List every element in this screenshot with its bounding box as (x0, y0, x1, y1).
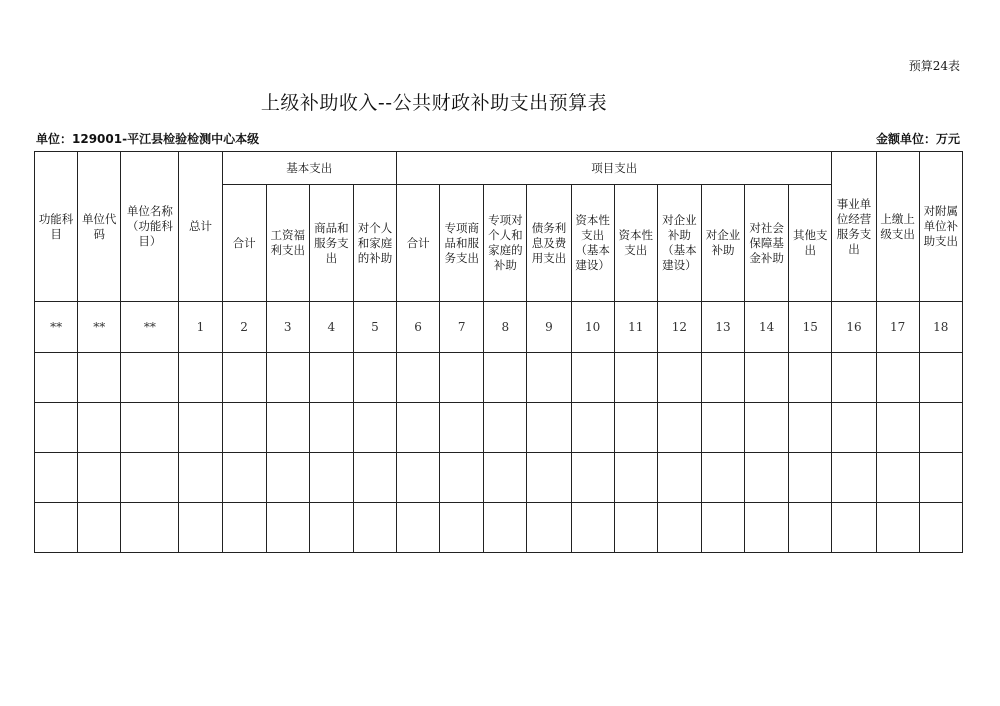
table-cell (309, 503, 353, 553)
header-total: 总计 (179, 152, 222, 302)
number-cell: ** (35, 302, 78, 353)
table-cell (745, 503, 789, 553)
table-cell (35, 453, 78, 503)
table-cell (789, 353, 832, 403)
header-project-group: 项目支出 (397, 152, 832, 185)
header-project-capital-construction: 资本性支出（基本建设） (571, 185, 614, 302)
header-unit-code: 单位代码 (78, 152, 121, 302)
number-cell: 11 (614, 302, 657, 353)
table-cell (789, 503, 832, 553)
table-cell (571, 453, 614, 503)
table-cell (701, 403, 744, 453)
table-cell (527, 503, 571, 553)
table-cell (571, 503, 614, 553)
table-cell (179, 353, 222, 403)
number-cell: 16 (832, 302, 876, 353)
table-cell (121, 503, 179, 553)
header-basic-total: 合计 (222, 185, 266, 302)
unit-label: 单位：129001-平江县检验检测中心本级 (36, 132, 260, 146)
money-unit-label: 金额单位：万元 (875, 132, 960, 146)
number-cell: 5 (353, 302, 396, 353)
header-basic-individual-subsidy: 对个人和家庭的补助 (353, 185, 396, 302)
table-cell (397, 403, 440, 453)
table-cell (440, 353, 484, 403)
table-cell (527, 353, 571, 403)
table-cell (222, 353, 266, 403)
number-cell: 3 (266, 302, 309, 353)
table-cell (571, 403, 614, 453)
table-cell (789, 403, 832, 453)
header-basic-wages: 工资福利支出 (266, 185, 309, 302)
table-cell (876, 403, 919, 453)
table-cell (179, 503, 222, 553)
table-cell (745, 353, 789, 403)
form-number: 预算24表 (908, 59, 960, 73)
number-cell: 6 (397, 302, 440, 353)
table-cell (309, 403, 353, 453)
header-project-enterprise-construction: 对企业补助（基本建设） (657, 185, 701, 302)
table-body (35, 353, 963, 553)
table-cell (222, 503, 266, 553)
number-cell: 18 (919, 302, 962, 353)
table-cell (657, 353, 701, 403)
table-cell (121, 453, 179, 503)
header-project-enterprise-subsidy: 对企业补助 (701, 185, 744, 302)
budget-table (34, 151, 963, 553)
header-subsidiary-subsidy: 对附属单位补助支出 (919, 152, 962, 302)
table-row (35, 403, 963, 453)
table-cell (614, 403, 657, 453)
table-cell (35, 403, 78, 453)
table-cell (527, 453, 571, 503)
table-cell (35, 503, 78, 553)
number-cell: 14 (745, 302, 789, 353)
table-cell (484, 503, 527, 553)
table-cell (484, 453, 527, 503)
header-func-subject: 功能科目 (35, 152, 78, 302)
table-cell (745, 403, 789, 453)
table-cell (527, 403, 571, 453)
table-row (35, 503, 963, 553)
table-cell (614, 503, 657, 553)
table-cell (353, 403, 396, 453)
table-cell (701, 503, 744, 553)
header-business-service: 事业单位经营服务支出 (832, 152, 876, 302)
table-cell (222, 403, 266, 453)
table-cell (832, 503, 876, 553)
table-cell (614, 453, 657, 503)
header-basic-group: 基本支出 (222, 152, 397, 185)
table-cell (657, 403, 701, 453)
number-cell: 9 (527, 302, 571, 353)
table-cell (440, 453, 484, 503)
table-cell (397, 353, 440, 403)
header-basic-goods-services: 商品和服务支出 (309, 185, 353, 302)
table-cell (440, 403, 484, 453)
table-cell (266, 453, 309, 503)
table-cell (121, 353, 179, 403)
table-cell (657, 453, 701, 503)
header-project-social-security: 对社会保障基金补助 (745, 185, 789, 302)
table-cell (266, 403, 309, 453)
header-project-capital: 资本性支出 (614, 185, 657, 302)
table-cell (309, 353, 353, 403)
table-cell (919, 403, 962, 453)
table-cell (745, 453, 789, 503)
table-cell (440, 503, 484, 553)
table-cell (919, 353, 962, 403)
column-number-row (35, 302, 963, 353)
table-cell (222, 453, 266, 503)
header-project-total: 合计 (397, 185, 440, 302)
table-cell (78, 353, 121, 403)
header-project-debt-interest: 债务利息及费用支出 (527, 185, 571, 302)
table-cell (353, 353, 396, 403)
table-cell (571, 353, 614, 403)
header-project-goods-services: 专项商品和服务支出 (440, 185, 484, 302)
table-cell (832, 353, 876, 403)
table-cell (179, 453, 222, 503)
number-cell: 7 (440, 302, 484, 353)
table-cell (35, 353, 78, 403)
table-cell (353, 453, 396, 503)
table-cell (832, 453, 876, 503)
number-cell: 10 (571, 302, 614, 353)
header-unit-name: 单位名称（功能科目） (121, 152, 179, 302)
table-cell (701, 353, 744, 403)
table-row (35, 353, 963, 403)
header-project-other: 其他支出 (789, 185, 832, 302)
page-title: 上级补助收入--公共财政补助支出预算表 (260, 92, 608, 114)
table-cell (484, 403, 527, 453)
number-cell: 15 (789, 302, 832, 353)
table-cell (397, 503, 440, 553)
table-cell (614, 353, 657, 403)
table-cell (876, 503, 919, 553)
table-cell (266, 503, 309, 553)
number-cell: 1 (179, 302, 222, 353)
number-cell: 12 (657, 302, 701, 353)
table-cell (353, 503, 396, 553)
number-cell: 2 (222, 302, 266, 353)
table-row (35, 453, 963, 503)
header-project-individual-subsidy: 专项对个人和家庭的补助 (484, 185, 527, 302)
table-cell (78, 453, 121, 503)
table-cell (78, 403, 121, 453)
table-cell (309, 453, 353, 503)
table-cell (397, 453, 440, 503)
table-cell (876, 353, 919, 403)
number-cell: 8 (484, 302, 527, 353)
table-cell (919, 503, 962, 553)
table-cell (121, 403, 179, 453)
table-cell (789, 453, 832, 503)
table-cell (179, 403, 222, 453)
number-cell: ** (78, 302, 121, 353)
table-cell (701, 453, 744, 503)
number-cell: ** (121, 302, 179, 353)
table-cell (657, 503, 701, 553)
table-cell (919, 453, 962, 503)
table-cell (266, 353, 309, 403)
table-cell (484, 353, 527, 403)
number-cell: 17 (876, 302, 919, 353)
table-cell (876, 453, 919, 503)
header-remit-superior: 上缴上级支出 (876, 152, 919, 302)
number-cell: 13 (701, 302, 744, 353)
table-cell (78, 503, 121, 553)
table-cell (832, 403, 876, 453)
number-cell: 4 (309, 302, 353, 353)
